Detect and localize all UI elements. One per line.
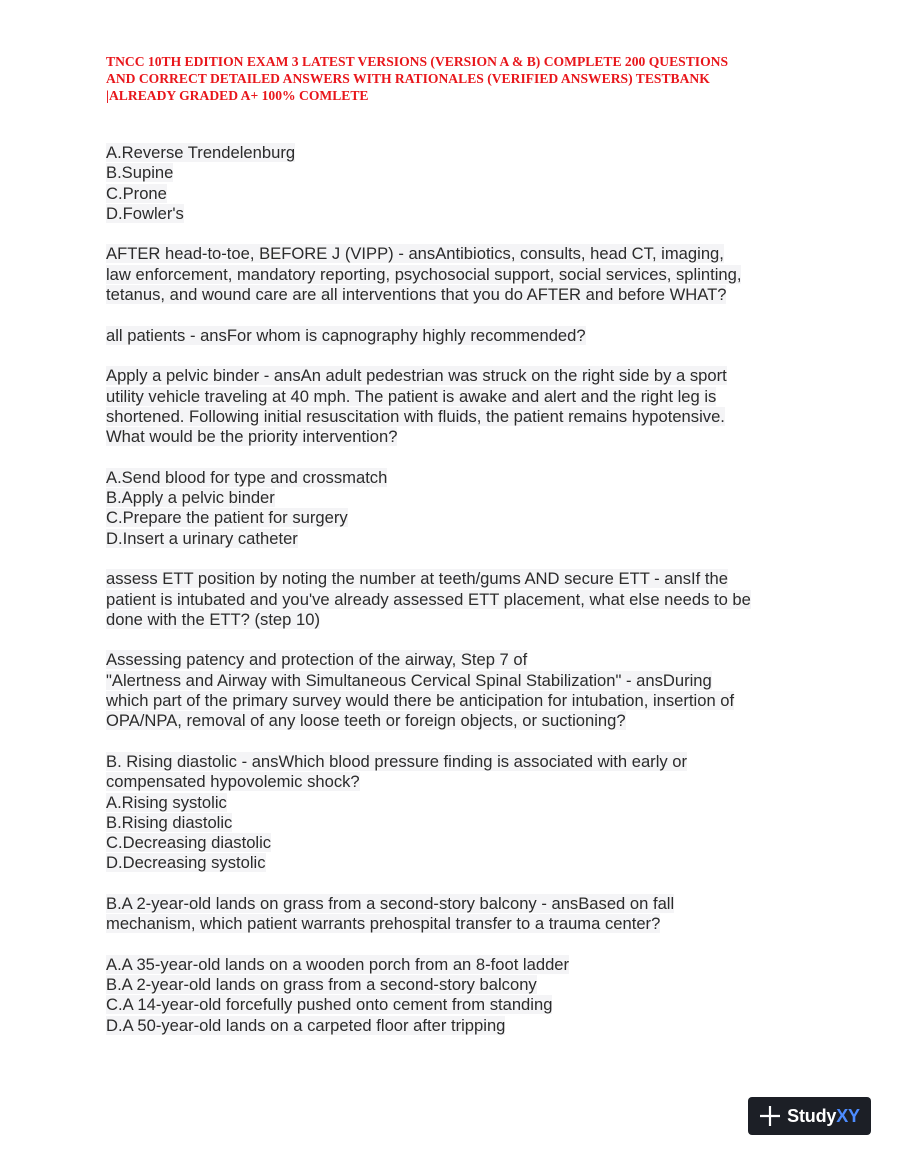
qa-block	[106, 569, 806, 630]
text-line-content: D.A 50-year-old lands on a carpeted floor after tripping	[106, 1015, 506, 1035]
text-line-content: B. Rising diastolic - ansWhich blood pressure finding is associated with early or	[106, 751, 688, 771]
qa-block	[106, 955, 806, 1036]
text-line-content: C.A 14-year-old forcefully pushed onto cement from standing	[106, 995, 553, 1015]
text-line	[106, 508, 806, 528]
text-line	[106, 488, 806, 508]
text-line-content: Apply a pelvic binder - ansAn adult pedestrian was struck on the right side by a sport	[106, 366, 727, 386]
text-line-content: shortened. Following initial resuscitation with fluids, the patient remains hypotensive.	[106, 406, 725, 426]
text-line-content: A.Send blood for type and crossmatch	[106, 467, 388, 487]
text-line-content: compensated hypovolemic shock?	[106, 772, 360, 792]
header-line: |ALREADY GRADED A+ 100% COMLETE	[106, 88, 369, 103]
text-line-content: B.Supine	[106, 163, 174, 183]
text-line	[106, 650, 806, 670]
qa-block	[106, 366, 806, 447]
text-line	[106, 244, 806, 264]
text-line	[106, 853, 806, 873]
document-header	[106, 53, 806, 104]
text-line-content: all patients - ansFor whom is capnography highly recommended?	[106, 325, 586, 345]
text-line-content: A.Rising systolic	[106, 792, 227, 812]
text-line-content: AFTER head-to-toe, BEFORE J (VIPP) - ansAntibiotics, consults, head CT, imaging,	[106, 244, 724, 264]
text-line	[106, 204, 806, 224]
text-line-content: B.A 2-year-old lands on grass from a second-story balcony - ansBased on fall	[106, 893, 675, 913]
text-line-content: Assessing patency and protection of the airway, Step 7 of	[106, 650, 528, 670]
text-line	[106, 833, 806, 853]
text-line	[106, 529, 806, 549]
qa-block	[106, 894, 806, 935]
qa-block	[106, 752, 806, 874]
text-line-content: C.Decreasing diastolic	[106, 833, 272, 853]
text-line	[106, 184, 806, 204]
text-line-content: utility vehicle traveling at 40 mph. The patient is awake and alert and the right leg is	[106, 386, 717, 406]
text-line	[106, 569, 806, 589]
text-line	[106, 995, 806, 1015]
text-line	[106, 975, 806, 995]
text-line-content: C.Prepare the patient for surgery	[106, 508, 348, 528]
text-line	[106, 671, 806, 691]
text-line	[106, 1016, 806, 1036]
text-line-content: D.Insert a urinary catheter	[106, 528, 298, 548]
text-line-content: D.Fowler's	[106, 203, 184, 223]
text-line-content: done with the ETT? (step 10)	[106, 609, 320, 629]
text-line	[106, 468, 806, 488]
text-line	[106, 691, 806, 711]
badge-label-study: Study	[787, 1105, 837, 1126]
header-line: TNCC 10TH EDITION EXAM 3 LATEST VERSIONS (VERSION A & B) COMPLETE 200 QUESTIONS	[106, 54, 729, 69]
text-line	[106, 143, 806, 163]
text-line	[106, 752, 806, 772]
text-line	[106, 285, 806, 305]
text-line-content: mechanism, which patient warrants prehospital transfer to a trauma center?	[106, 914, 661, 934]
text-line-content: A.A 35-year-old lands on a wooden porch from an 8-foot ladder	[106, 954, 570, 974]
text-line-content: tetanus, and wound care are all interventions that you do AFTER and before WHAT?	[106, 285, 727, 305]
text-line	[106, 366, 806, 386]
text-line-content: B.Apply a pelvic binder	[106, 488, 275, 508]
text-line-content: B.Rising diastolic	[106, 812, 233, 832]
text-line-content: assess ETT position by noting the number at teeth/gums AND secure ETT - ansIf the	[106, 569, 728, 589]
text-line-content: C.Prone	[106, 183, 167, 203]
text-line	[106, 894, 806, 914]
text-line	[106, 914, 806, 934]
text-line-content: A.Reverse Trendelenburg	[106, 143, 296, 162]
text-line	[106, 955, 806, 975]
text-line-content: OPA/NPA, removal of any loose teeth or foreign objects, or suctioning?	[106, 711, 626, 731]
text-line-content: D.Decreasing systolic	[106, 853, 266, 873]
badge-label	[787, 1106, 860, 1127]
studyxy-badge[interactable]	[748, 1097, 871, 1135]
text-line-content: which part of the primary survey would there be anticipation for intubation, insertion of	[106, 691, 735, 711]
document-body	[106, 143, 806, 1056]
text-line-content: What would be the priority intervention?	[106, 427, 398, 447]
qa-block	[106, 468, 806, 549]
text-line	[106, 813, 806, 833]
qa-block	[106, 143, 806, 224]
text-line	[106, 711, 806, 731]
text-line	[106, 427, 806, 447]
text-line	[106, 265, 806, 285]
text-line-content: "Alertness and Airway with Simultaneous Cervical Spinal Stabilization" - ansDuring	[106, 670, 712, 690]
text-line	[106, 387, 806, 407]
text-line	[106, 590, 806, 610]
text-line-content: B.A 2-year-old lands on grass from a second-story balcony	[106, 975, 537, 995]
qa-block	[106, 326, 806, 346]
text-line	[106, 407, 806, 427]
text-line	[106, 772, 806, 792]
text-line	[106, 610, 806, 630]
qa-block	[106, 244, 806, 305]
text-line	[106, 326, 806, 346]
header-line: AND CORRECT DETAILED ANSWERS WITH RATIONALES (VERIFIED ANSWERS) TESTBANK	[106, 71, 710, 86]
text-line-content: patient is intubated and you've already assessed ETT placement, what else needs to be	[106, 589, 751, 609]
text-line	[106, 793, 806, 813]
qa-block	[106, 650, 806, 731]
plus-icon	[759, 1105, 781, 1127]
text-line-content: law enforcement, mandatory reporting, psychosocial support, social services, splinting,	[106, 264, 742, 284]
badge-label-xy: XY	[836, 1105, 860, 1126]
text-line	[106, 163, 806, 183]
